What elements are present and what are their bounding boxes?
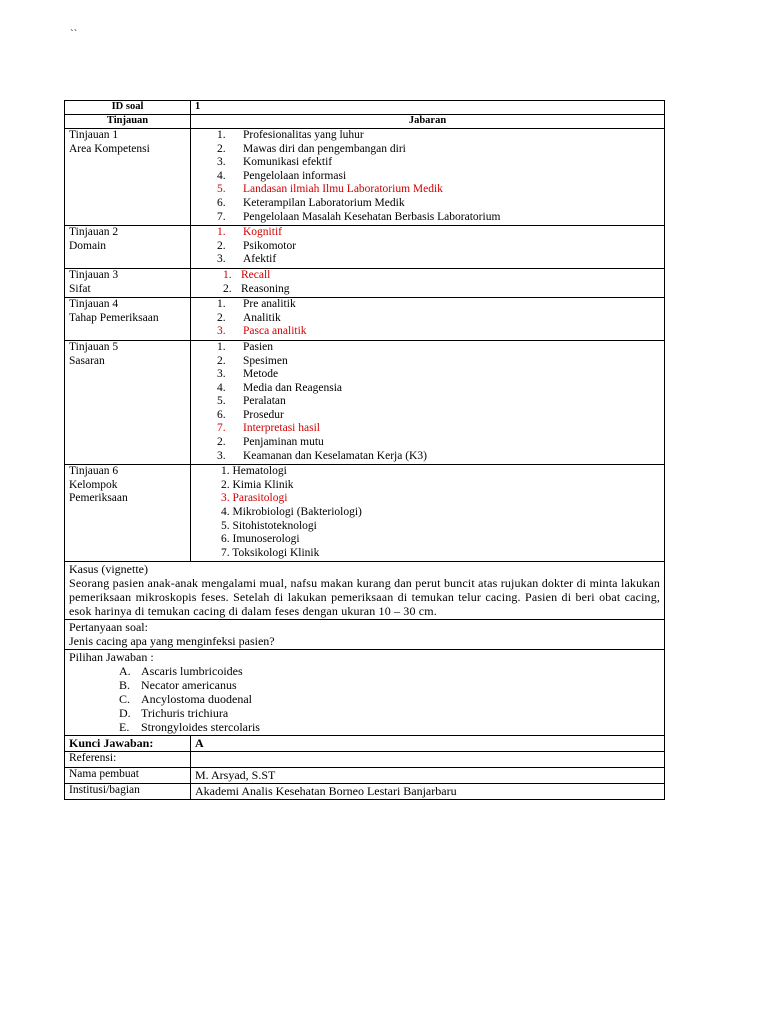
id-row	[65, 101, 665, 115]
t3-item: 2. Reasoning	[223, 282, 290, 295]
t1-item: 2. Mawas diri dan pengembangan diri	[217, 142, 406, 155]
pertanyaan-label: Pertanyaan soal:	[69, 620, 148, 635]
tinjauan-5-list	[191, 340, 665, 464]
tinjauan-1-sub: Area Kompetensi	[69, 142, 150, 155]
tinjauan-5-row	[65, 340, 665, 464]
t6-item: 3. Parasitologi	[221, 492, 288, 505]
t5-item: 1. Pasien	[217, 340, 274, 353]
tinjauan-6-row	[65, 465, 665, 562]
kunci-row	[65, 736, 665, 752]
tinjauan-1-row	[65, 129, 665, 226]
institusi-value: Akademi Analis Kesehatan Borneo Lestari Banjarbaru	[191, 784, 665, 800]
tinjauan-6-list	[191, 465, 665, 562]
option-e: E. Strongyloides stercolaris	[119, 720, 260, 735]
tinjauan-4-label: Tinjauan 4	[69, 298, 119, 311]
tinjauan-1-label: Tinjauan 1	[69, 129, 119, 141]
t1-item: 7. Pengelolaan Masalah Kesehatan Berbasis Laboratorium	[217, 210, 501, 223]
tinjauan-3-sub: Sifat	[69, 282, 91, 295]
referensi-label: Referensi:	[65, 752, 191, 768]
t5-item: 6. Prosedur	[217, 408, 284, 421]
t5-item: 3. Metode	[217, 368, 279, 381]
t1-item: 1. Profesionalitas yang luhur	[217, 129, 364, 141]
id-value: 1	[191, 101, 665, 115]
t2-item: 3. Afektif	[217, 253, 277, 266]
column-header-row	[65, 115, 665, 129]
t5-item: 3. Keamanan dan Keselamatan Kerja (K3)	[217, 449, 427, 462]
col-tinjauan: Tinjauan	[65, 115, 191, 129]
institusi-row	[65, 784, 665, 800]
tinjauan-4-sub: Tahap Pemeriksaan	[69, 311, 159, 324]
tinjauan-5-label: Tinjauan 5	[69, 340, 119, 353]
pertanyaan-text: Jenis cacing apa yang menginfeksi pasien?	[69, 634, 275, 649]
tinjauan-2-sub: Domain	[69, 239, 107, 252]
t6-item: 1. Hematologi	[221, 465, 287, 478]
kasus-label: Kasus (vignette)	[69, 562, 148, 577]
id-label: ID soal	[65, 101, 191, 115]
t6-item: 4. Mikrobiologi (Bakteriologi)	[221, 506, 362, 519]
referensi-row	[65, 752, 665, 768]
t2-item: 2. Psikomotor	[217, 239, 297, 252]
kasus-row	[65, 562, 665, 620]
kunci-value: A	[191, 736, 665, 752]
t1-item: 6. Keterampilan Laboratorium Medik	[217, 196, 405, 209]
t6-item: 5. Sitohistoteknologi	[221, 519, 317, 532]
pilihan-row	[65, 650, 665, 736]
tinjauan-3-list	[191, 268, 665, 297]
t4-item: 1. Pre analitik	[217, 298, 296, 311]
tinjauan-2-list	[191, 226, 665, 269]
t5-item: 2. Penjaminan mutu	[217, 436, 324, 449]
option-a: A. Ascaris lumbricoides	[119, 664, 243, 679]
tinjauan-6-sub2: Pemeriksaan	[69, 492, 128, 505]
tinjauan-6-label: Tinjauan 6	[69, 465, 119, 478]
pilihan-list	[69, 664, 660, 734]
t5-item: 2. Spesimen	[217, 354, 288, 367]
t6-item: 7. Toksikologi Klinik	[221, 546, 320, 559]
pilihan-label: Pilihan Jawaban :	[69, 650, 154, 665]
kasus-text: Seorang pasien anak-anak mengalami mual, nafsu makan kurang dan perut buncit atas rujukan dokter di minta lakukan pemeriksaan mikroskopis feses. Setelah di lakukan pemeriksaan di temukan telur cacing. Pasien di beri obat cacing, esok harinya di temukan cacing di dalam feses dengan ukuran 10 – 30 cm.	[69, 576, 660, 619]
pertanyaan-row	[65, 620, 665, 650]
tinjauan-4-row	[65, 298, 665, 341]
kunci-label: Kunci Jawaban:	[65, 736, 191, 752]
tinjauan-3-label: Tinjauan 3	[69, 268, 119, 281]
t5-item: 4. Media dan Reagensia	[217, 381, 342, 394]
tinjauan-4-list	[191, 298, 665, 341]
tinjauan-1-list	[191, 129, 665, 226]
t3-item: 1. Recall	[223, 268, 271, 281]
option-d: D. Trichuris trichiura	[119, 706, 229, 721]
t4-item: 2. Analitik	[217, 311, 281, 324]
t1-item: 3. Komunikasi efektif	[217, 156, 333, 169]
tinjauan-5-sub: Sasaran	[69, 354, 105, 367]
pembuat-value: M. Arsyad, S.ST	[191, 768, 665, 784]
pembuat-row	[65, 768, 665, 784]
t2-item: 1. Kognitif	[217, 226, 282, 239]
tinjauan-2-row	[65, 226, 665, 269]
tinjauan-6-sub1: Kelompok	[69, 478, 118, 491]
corner-mark: ``	[70, 28, 78, 40]
referensi-value	[191, 752, 665, 768]
tinjauan-3-row	[65, 268, 665, 297]
t5-item: 7. Interpretasi hasil	[217, 422, 320, 435]
col-jabaran: Jabaran	[191, 115, 665, 129]
t6-item: 6. Imunoserologi	[221, 533, 300, 546]
option-c: C. Ancylostoma duodenal	[119, 692, 252, 707]
question-table	[64, 100, 665, 800]
t4-item: 3. Pasca analitik	[217, 325, 307, 338]
tinjauan-2-label: Tinjauan 2	[69, 226, 119, 239]
pembuat-label: Nama pembuat	[65, 768, 191, 784]
t6-item: 2. Kimia Klinik	[221, 478, 294, 491]
t1-item: 4. Pengelolaan informasi	[217, 169, 347, 182]
institusi-label: Institusi/bagian	[65, 784, 191, 800]
option-b: B. Necator americanus	[119, 678, 237, 693]
t5-item: 5. Peralatan	[217, 395, 286, 408]
t1-item: 5. Landasan ilmiah Ilmu Laboratorium Medik	[217, 183, 443, 196]
